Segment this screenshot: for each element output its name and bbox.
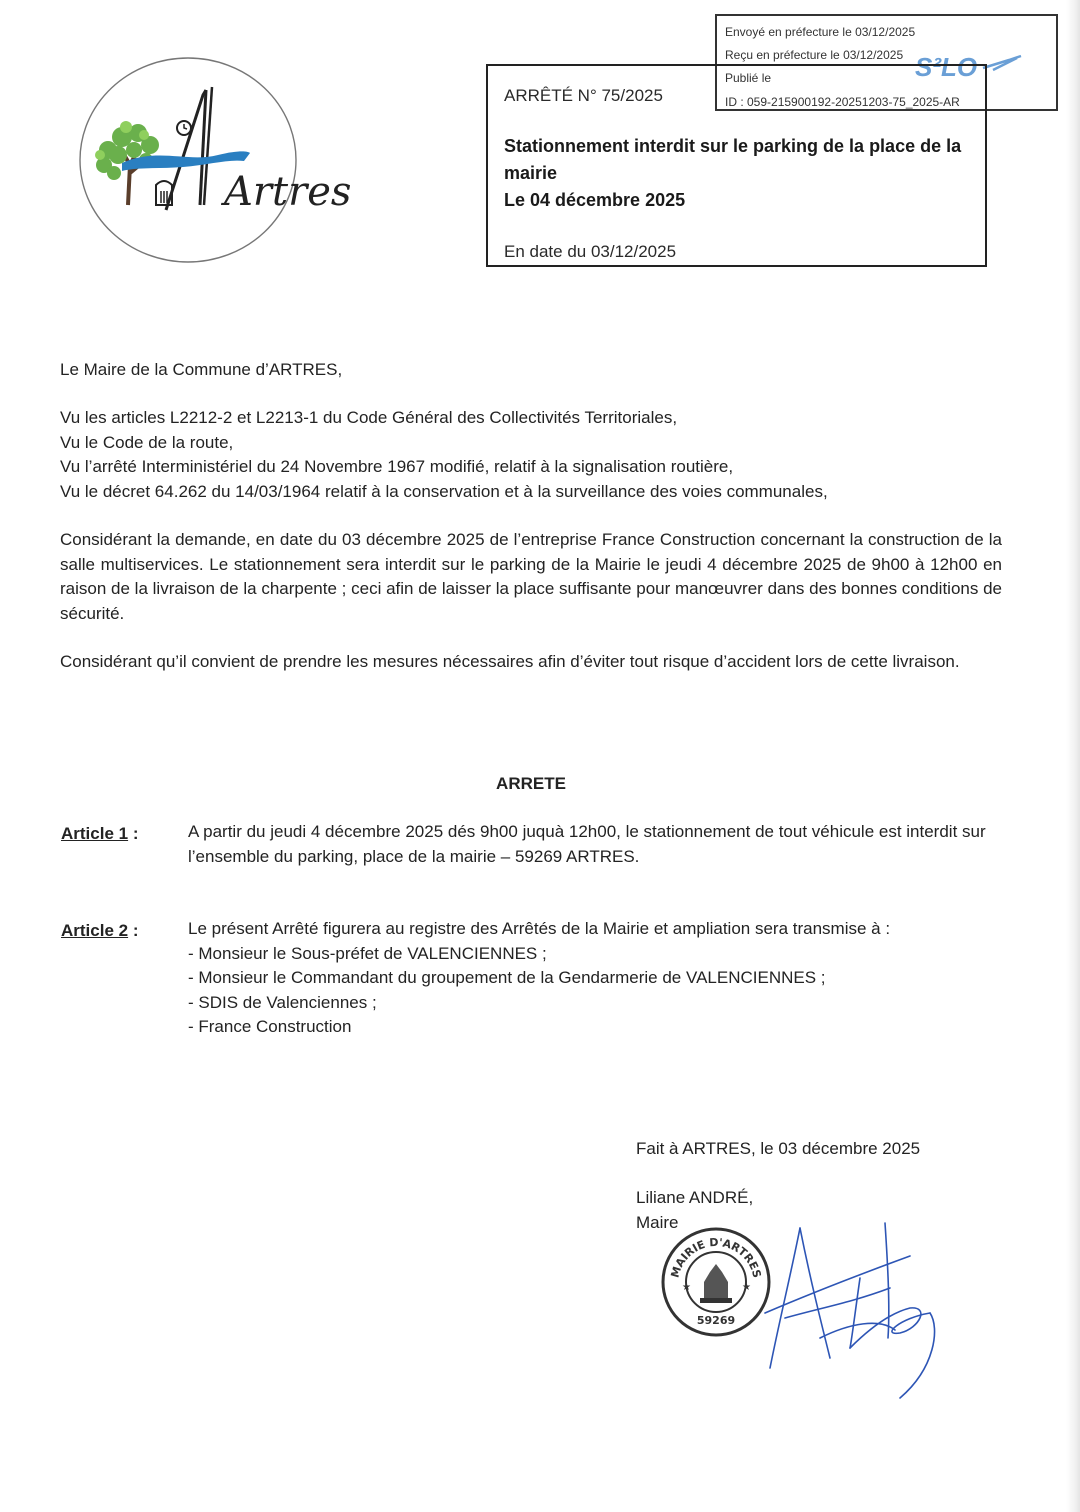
prefecture-sent-line: Envoyé en préfecture le 03/12/2025 xyxy=(725,25,916,39)
article-2-label xyxy=(61,919,138,944)
logo-text: Artres xyxy=(224,169,352,215)
article-1-label xyxy=(61,822,138,847)
article-2-body xyxy=(188,917,1006,1040)
arrete-title-line-1: Stationnement interdit sur le parking de la place de la xyxy=(504,136,962,156)
vu-item: Vu le Code de la route, xyxy=(60,432,234,452)
svg-text:★: ★ xyxy=(682,1282,691,1293)
place-date-line: Fait à ARTRES, le 03 décembre 2025 xyxy=(636,1139,921,1158)
recipient-item: - France Construction xyxy=(188,1017,352,1036)
arrete-number: ARRÊTÉ N° 75/2025 xyxy=(504,86,663,105)
arrete-title-line-2: mairie xyxy=(504,163,558,183)
arrete-title xyxy=(504,133,994,214)
signatory-role: Maire xyxy=(636,1212,679,1232)
svg-text:★: ★ xyxy=(742,1282,751,1293)
article-2-label-text: Article 2 xyxy=(61,921,129,940)
arrete-title-line-3: Le 04 décembre 2025 xyxy=(504,190,686,210)
recipient-item: - SDIS de Valenciennes ; xyxy=(188,992,377,1012)
prefecture-received-line: Reçu en préfecture le 03/12/2025 xyxy=(725,48,904,62)
prefecture-published-line: Publié le xyxy=(725,71,772,85)
article-1-text: A partir du jeudi 4 décembre 2025 dés 9h00 juquà 12h00, le stationnement de tout véhicule est interdit sur l’ensemble du parking, place de la mairie – 59269 ARTRES. xyxy=(188,822,986,866)
commune-logo xyxy=(78,55,352,265)
vu-item: Vu les articles L2212-2 et L2213-1 du Code Général des Collectivités Territoriales, xyxy=(60,408,678,427)
recipient-item: - Monsieur le Sous-préfet de VALENCIENNES ; xyxy=(188,943,547,963)
considerant-paragraph-2: Considérant qu’il convient de prendre les mesures nécessaires afin d’éviter tout risque d’accident lors de cette livraison. xyxy=(60,652,960,671)
mayor-signature xyxy=(760,1218,950,1403)
article-1-label-text: Article 1 xyxy=(61,824,129,843)
seal-top-text: MAIRIE D'ARTRES xyxy=(668,1235,764,1280)
recipient-item: - Monsieur le Commandant du groupement de la Gendarmerie de VALENCIENNES ; xyxy=(188,968,826,987)
arrete-date: En date du 03/12/2025 xyxy=(504,242,677,261)
arrete-heading: ARRETE xyxy=(496,774,566,793)
signatory-name: Liliane ANDRÉ, xyxy=(636,1188,754,1207)
seal-bottom-text: 59269 xyxy=(696,1314,736,1327)
article-2-lead: Le présent Arrêté figurera au registre des Arrêtés de la Mairie et ampliation sera transmise à : xyxy=(188,919,891,938)
arrete-header-box xyxy=(486,64,987,267)
intro-line: Le Maire de la Commune d’ARTRES, xyxy=(60,360,343,379)
vu-list xyxy=(60,406,828,504)
artres-logo-graphic xyxy=(78,55,352,265)
article-1-colon: : xyxy=(128,824,139,843)
article-2-colon: : xyxy=(128,921,139,940)
considerant-paragraph-1: Considérant la demande, en date du 03 décembre 2025 de l’entreprise France Construction concernant la construction de la salle multiservices. Le stationnement sera interdit sur le parking de la Mairie le jeudi 4 décembre 2025 de 9h00 à 12h00 en raison de la livraison de la charpente ; ceci afin de laisser la place suffisante pour manœuvrer dans des bonnes conditions de sécurité. xyxy=(60,530,1002,623)
page-edge-shadow xyxy=(1066,0,1080,1512)
prefecture-id-line: ID : 059-215900192-20251203-75_2025-AR xyxy=(725,95,960,109)
vu-item: Vu l’arrêté Interministériel du 24 Novembre 1967 modifié, relatif à la signalisation routière, xyxy=(60,457,734,476)
s2lo-logo-text: S²LO xyxy=(915,52,978,82)
mairie-seal xyxy=(660,1226,772,1338)
vu-item: Vu le décret 64.262 du 14/03/1964 relatif à la conservation et à la surveillance des voies communales, xyxy=(60,481,828,501)
